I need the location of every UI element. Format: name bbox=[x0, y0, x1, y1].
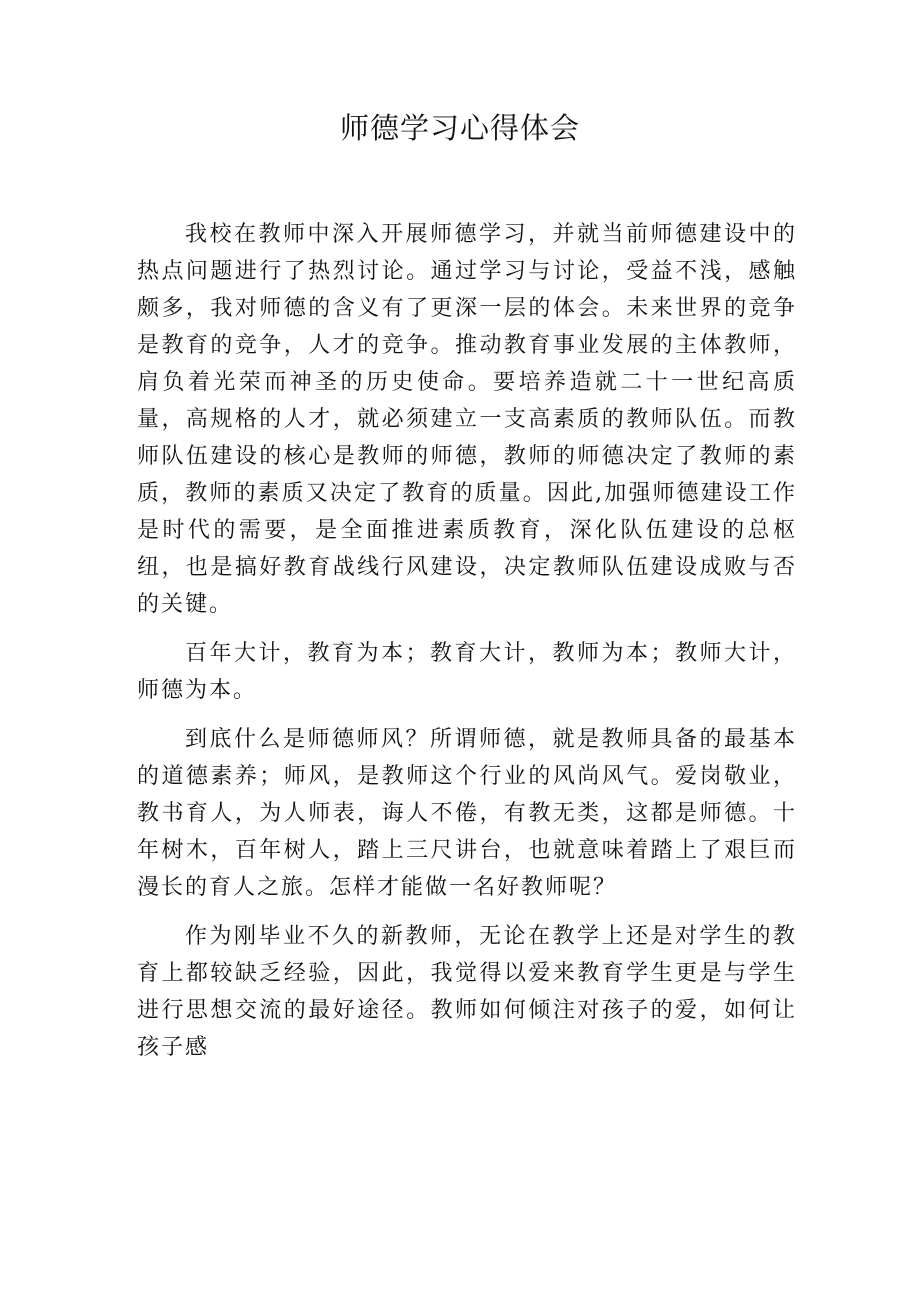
document-title: 师德学习心得体会 bbox=[339, 111, 580, 145]
paragraph-1: 我校在教师中深入开展师德学习，并就当前师德建设中的热点问题进行了热烈讨论。通过学习与讨论，受益不浅，感触颇多，我对师德的含义有了更深一层的体会。未来世界的竞争是教育的竞争，人才的竞争。推动教育事业发展的主体教师，肩负着光荣而神圣的历史使命。要培养造就二十一世纪高质量，高规格的人才，就必须建立一支高素质的教师队伍。而教师队伍建设的核心是教师的师德，教师的师德决定了教师的素质，教师的素质又决定了教育的质量。因此,加强师德建设工作是时代的需要，是全面推进素质教育，深化队伍建设的总枢纽，也是搞好教育战线行风建设，决定教师队伍建设成败与否的关键。 bbox=[137, 222, 797, 617]
paragraph-4: 作为刚毕业不久的新教师，无论在教学上还是对学生的教育上都较缺乏经验，因此，我觉得以爱来教育学生更是与学生进行思想交流的最好途径。教师如何倾注对孩子的爱，如何让孩子感 bbox=[137, 924, 797, 1060]
document-body bbox=[137, 216, 797, 1078]
paragraph-2: 百年大计，教育为本；教育大计，教师为本；教师大计，师德为本。 bbox=[137, 641, 797, 703]
paragraph-3: 到底什么是师德师风？所谓师德，就是教师具备的最基本的道德素养；师风，是教师这个行业的风尚风气。爱岗敬业，教书育人，为人师表，诲人不倦，有教无类，这都是师德。十年树木，百年树人，踏上三尺讲台，也就意味着踏上了艰巨而漫长的育人之旅。怎样才能做一名好教师呢？ bbox=[137, 727, 797, 900]
